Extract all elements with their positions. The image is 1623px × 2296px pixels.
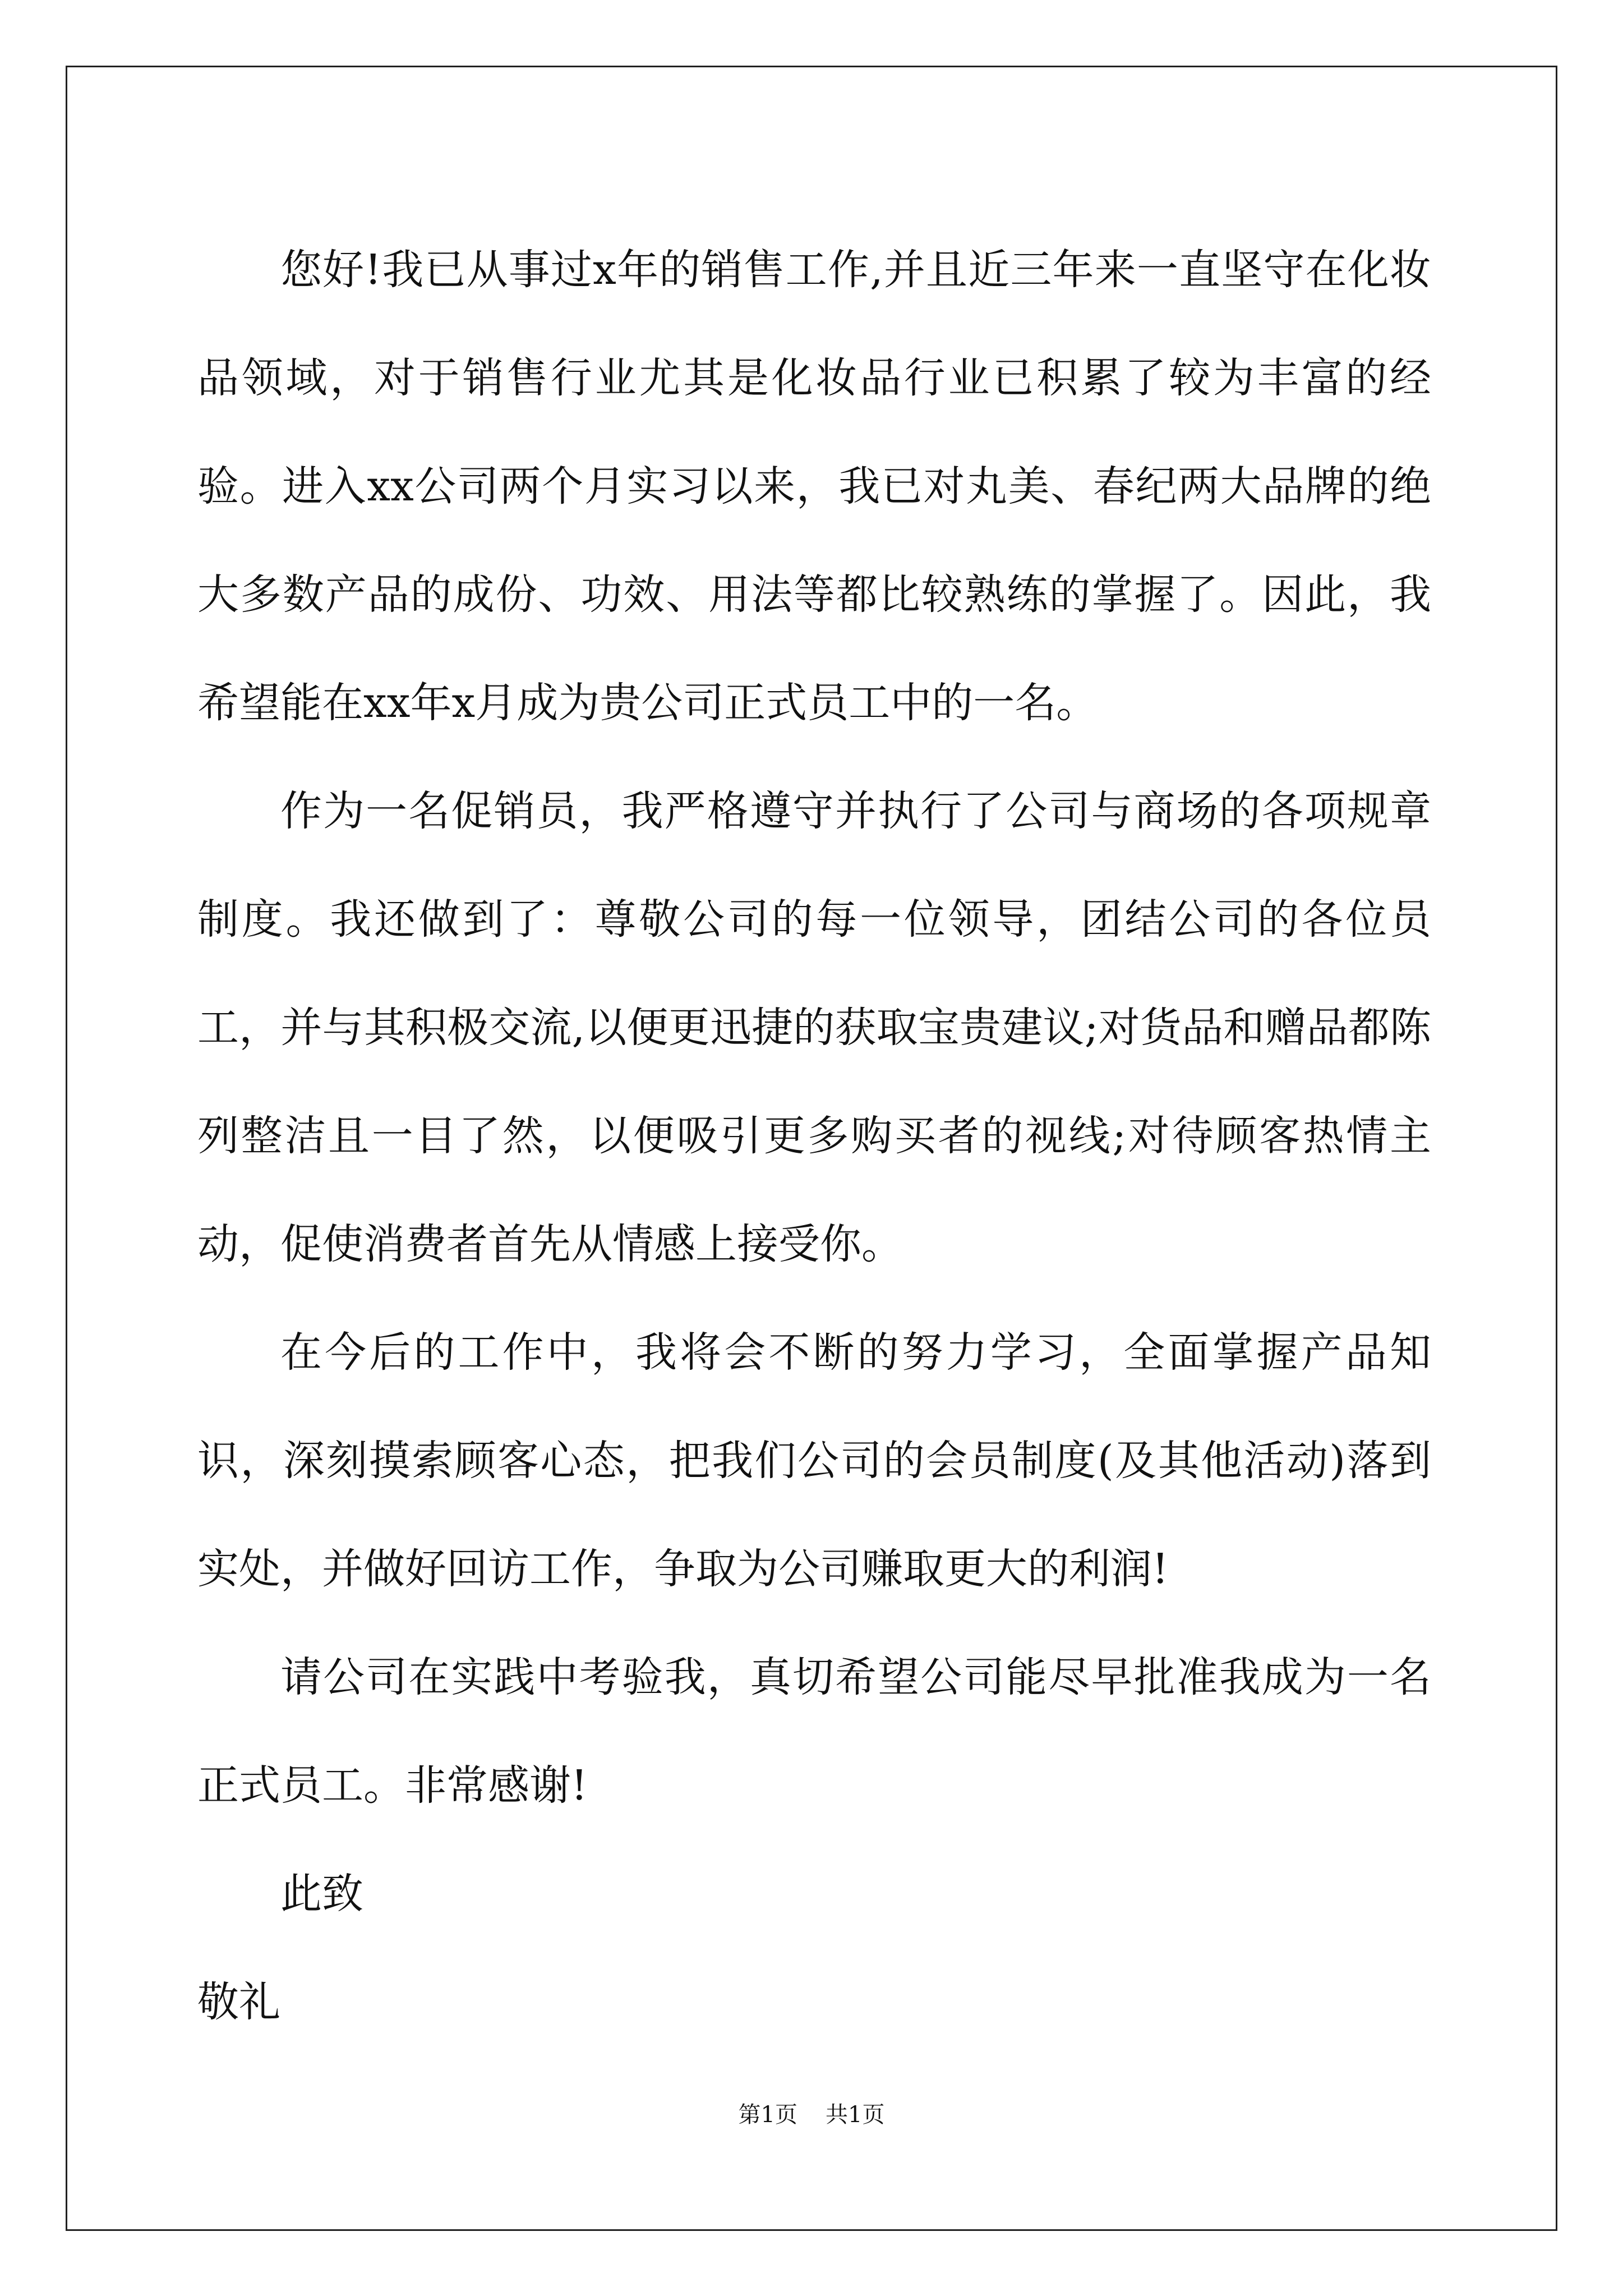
paragraph-request: 请公司在实践中考验我，真切希望公司能尽早批准我成为一名正式员工。非常感谢! [197,1653,1431,1810]
page-footer [0,2098,1623,2132]
letter-body [197,216,1431,2056]
page-number: 第1页 [738,2102,797,2128]
salutation: 敬礼 [197,1978,280,2026]
page-total: 共1页 [826,2102,885,2128]
paragraph-conduct: 作为一名促销员，我严格遵守并执行了公司与商场的各项规章制度。我还做到了：尊敬公司的每一位领导，团结公司的各位员工，并与其积极交流,以便更迅捷的获取宝贵建议;对货品和赠品都陈列整洁且一目了然，以便吸引更多购买者的视线;对待顾客热情主动，促使消费者首先从情感上接受你。 [197,787,1431,1268]
paragraph-future-work: 在今后的工作中，我将会不断的努力学习，全面掌握产品知识，深刻摸索顾客心态，把我们公司的会员制度(及其他活动)落到实处，并做好回访工作，争取为公司赚取更大的利润! [197,1328,1431,1593]
paragraph-intro: 您好!我已从事过x年的销售工作,并且近三年来一直坚守在化妆品领域，对于销售行业尤其是化妆品行业已积累了较为丰富的经验。进入xx公司两个月实习以来，我已对丸美、春纪两大品牌的绝大多数产品的成份、功效、用法等都比较熟练的掌握了。因此，我希望能在xx年x月成为贵公司正式员工中的一名。 [197,246,1431,727]
closing-phrase: 此致 [280,1870,363,1918]
